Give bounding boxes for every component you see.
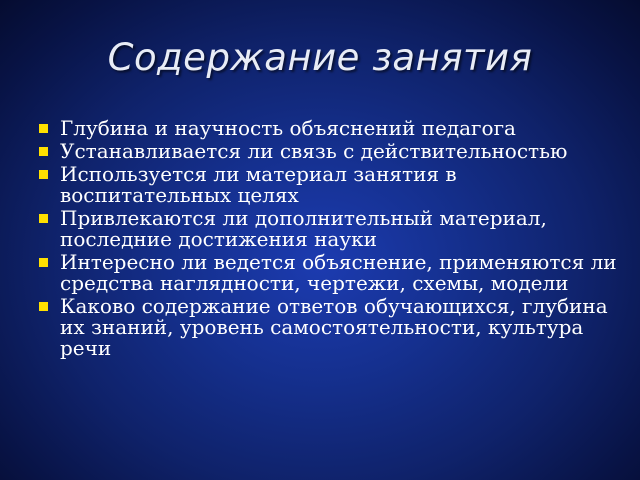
bullet-item xyxy=(38,118,618,139)
square-bullet-icon xyxy=(39,124,48,133)
slide-title: Содержание занятия xyxy=(107,36,533,79)
square-bullet-icon xyxy=(39,170,48,179)
bullet-item xyxy=(38,164,618,206)
bullet-text: Привлекаются ли дополнительный материал, последние достижения науки xyxy=(60,206,547,251)
bullet-item xyxy=(38,252,618,294)
bullet-text: Используется ли материал занятия в воспитательных целях xyxy=(60,162,457,207)
square-bullet-icon xyxy=(39,214,48,223)
bullet-item xyxy=(38,296,618,359)
bullet-list xyxy=(38,118,618,361)
bullet-item xyxy=(38,141,618,162)
bullet-text: Устанавливается ли связь с действительностью xyxy=(60,139,568,163)
bullet-text: Каково содержание ответов обучающихся, глубина их знаний, уровень самостоятельности, культура речи xyxy=(60,294,608,360)
bullet-text: Интересно ли ведется объяснение, применяются ли средства наглядности, чертежи, схемы, модели xyxy=(60,250,617,295)
bullet-item xyxy=(38,208,618,250)
bullet-text: Глубина и научность объяснений педагога xyxy=(60,116,516,140)
square-bullet-icon xyxy=(39,258,48,267)
square-bullet-icon xyxy=(39,302,48,311)
square-bullet-icon xyxy=(39,147,48,156)
